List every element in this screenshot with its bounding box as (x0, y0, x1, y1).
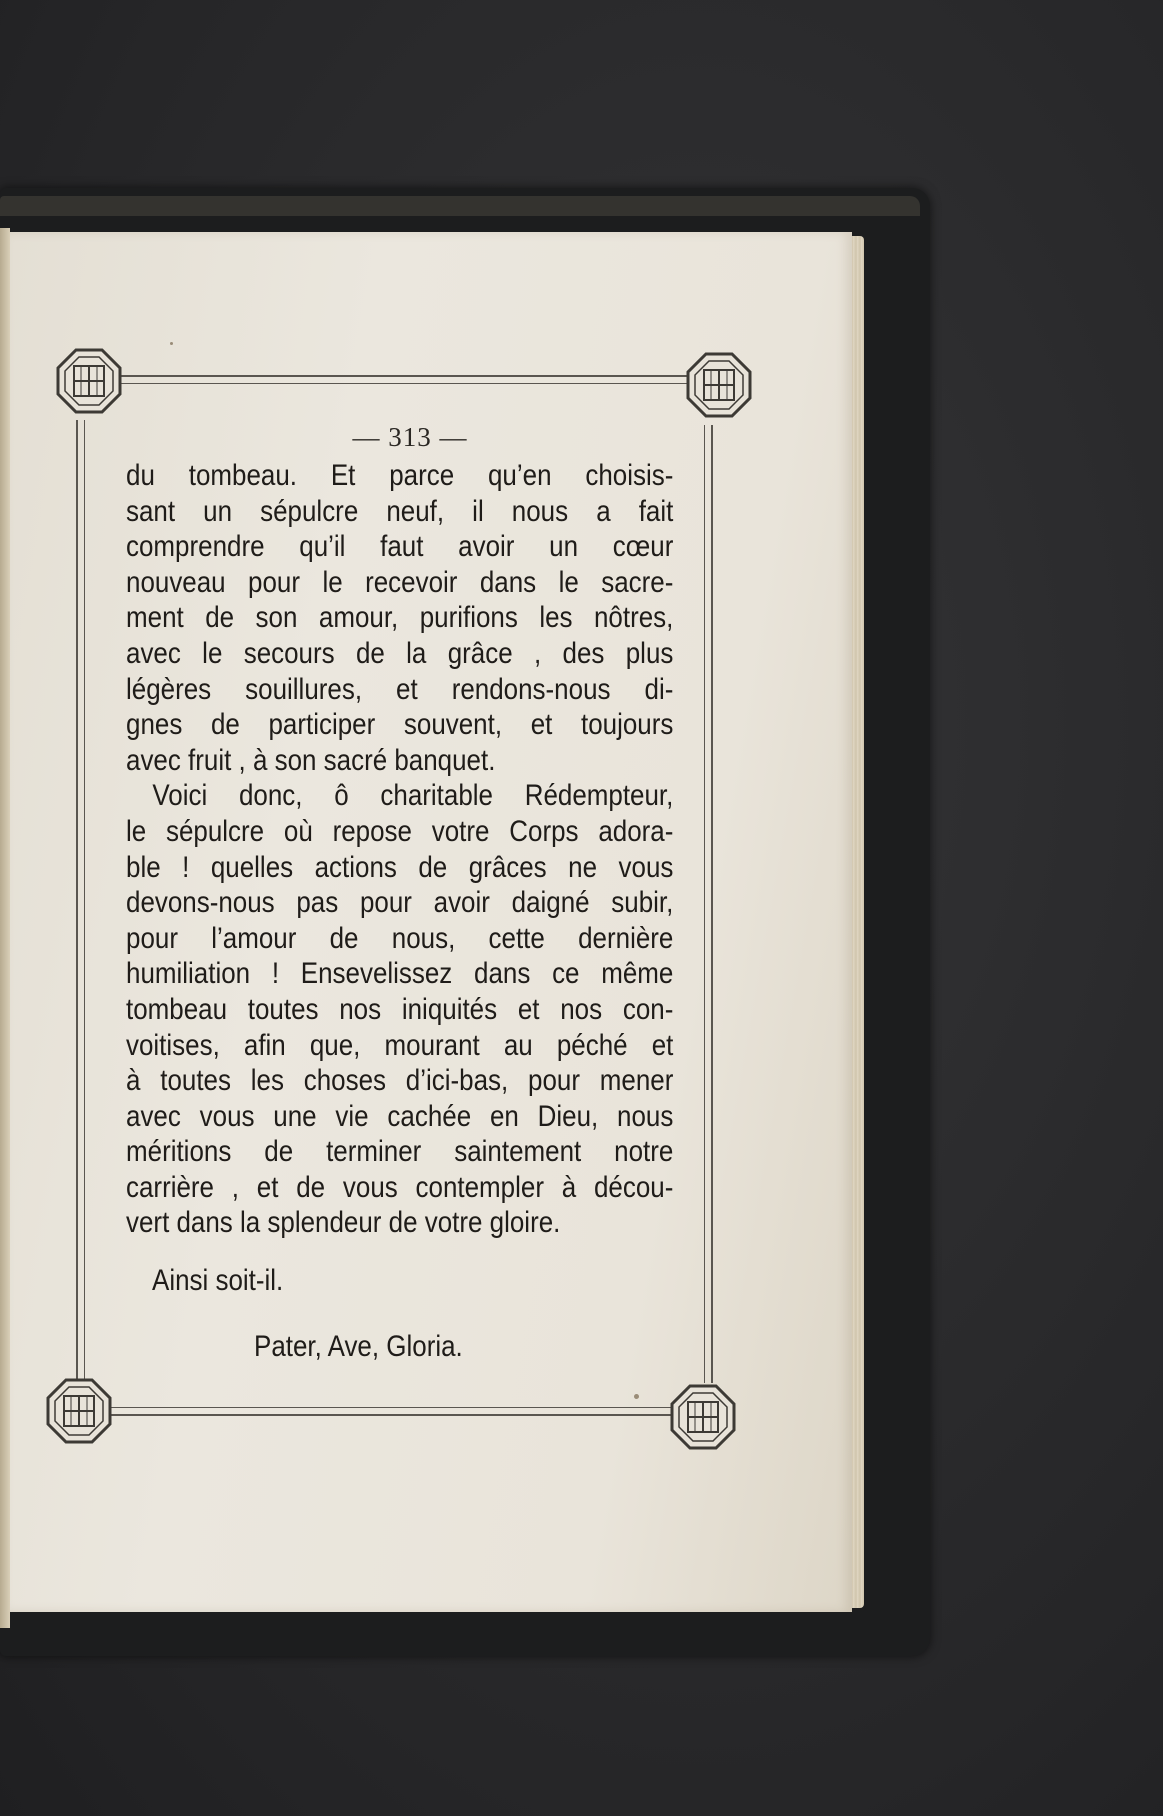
text-line: à toutes les choses d’ici-bas, pour mener (126, 1064, 674, 1098)
text-line: devons-nous pas pour avoir daigné subir, (126, 886, 674, 920)
text-line: méritions de terminer saintement notre (126, 1135, 674, 1169)
text-line: ment de son amour, purifions les nôtres, (126, 601, 674, 635)
book-cover-top-edge (0, 196, 920, 216)
text-line: comprendre qu’il faut avoir un cœur (126, 530, 674, 564)
text-line: pour l’amour de nous, cette dernière (126, 921, 674, 955)
text-line: avec vous une vie cachée en Dieu, nous (126, 1099, 674, 1133)
text-line: tombeau toutes nos iniquités et nos con- (126, 992, 674, 1026)
ink-spot (170, 342, 173, 345)
text-line: le sépulcre où repose votre Corps adora- (126, 814, 674, 848)
body-text (126, 458, 674, 1241)
frame-border-bottom (105, 1407, 680, 1416)
facing-page-edge (0, 228, 10, 1628)
corner-ornament-icon (686, 352, 752, 418)
text-line: du tombeau. Et parce qu’en choisis- (126, 459, 674, 492)
text-line: légères souillures, et rendons-nous di- (126, 672, 674, 706)
corner-ornament-icon (670, 1384, 736, 1450)
text-line: avec fruit , à son sacré banquet. (126, 743, 496, 777)
prayer-line: Pater, Ave, Gloria. (254, 1330, 463, 1363)
text-line: carrière , et de vous contempler à décou- (126, 1170, 674, 1204)
text-line: vert dans la splendeur de votre gloire. (126, 1206, 561, 1240)
ink-spot (634, 1394, 639, 1399)
page-number: — 313 — (352, 422, 468, 452)
paragraph (126, 778, 674, 1241)
corner-ornament-icon (46, 1378, 112, 1444)
frame-border-top (118, 375, 693, 384)
text-line: nouveau pour le recevoir dans le sacre- (126, 565, 674, 599)
corner-ornament-icon (56, 348, 122, 414)
text-line: gnes de participer souvent, et toujours (126, 708, 674, 742)
text-line: sant un sépulcre neuf, il nous a fait (126, 494, 674, 528)
text-line: voitises, afin que, mourant au péché et (126, 1028, 674, 1062)
text-line: humiliation ! Ensevelissez dans ce même (126, 957, 674, 991)
text-line: avec le secours de la grâce , des plus (126, 636, 674, 670)
paragraph (126, 458, 674, 778)
closing-line: Ainsi soit-il. (152, 1264, 284, 1297)
frame-border-right (704, 425, 713, 1383)
text-line: ble ! quelles actions de grâces ne vous (126, 850, 674, 884)
frame-border-left (76, 420, 85, 1380)
text-line: Voici donc, ô charitable Rédempteur, (152, 779, 674, 813)
